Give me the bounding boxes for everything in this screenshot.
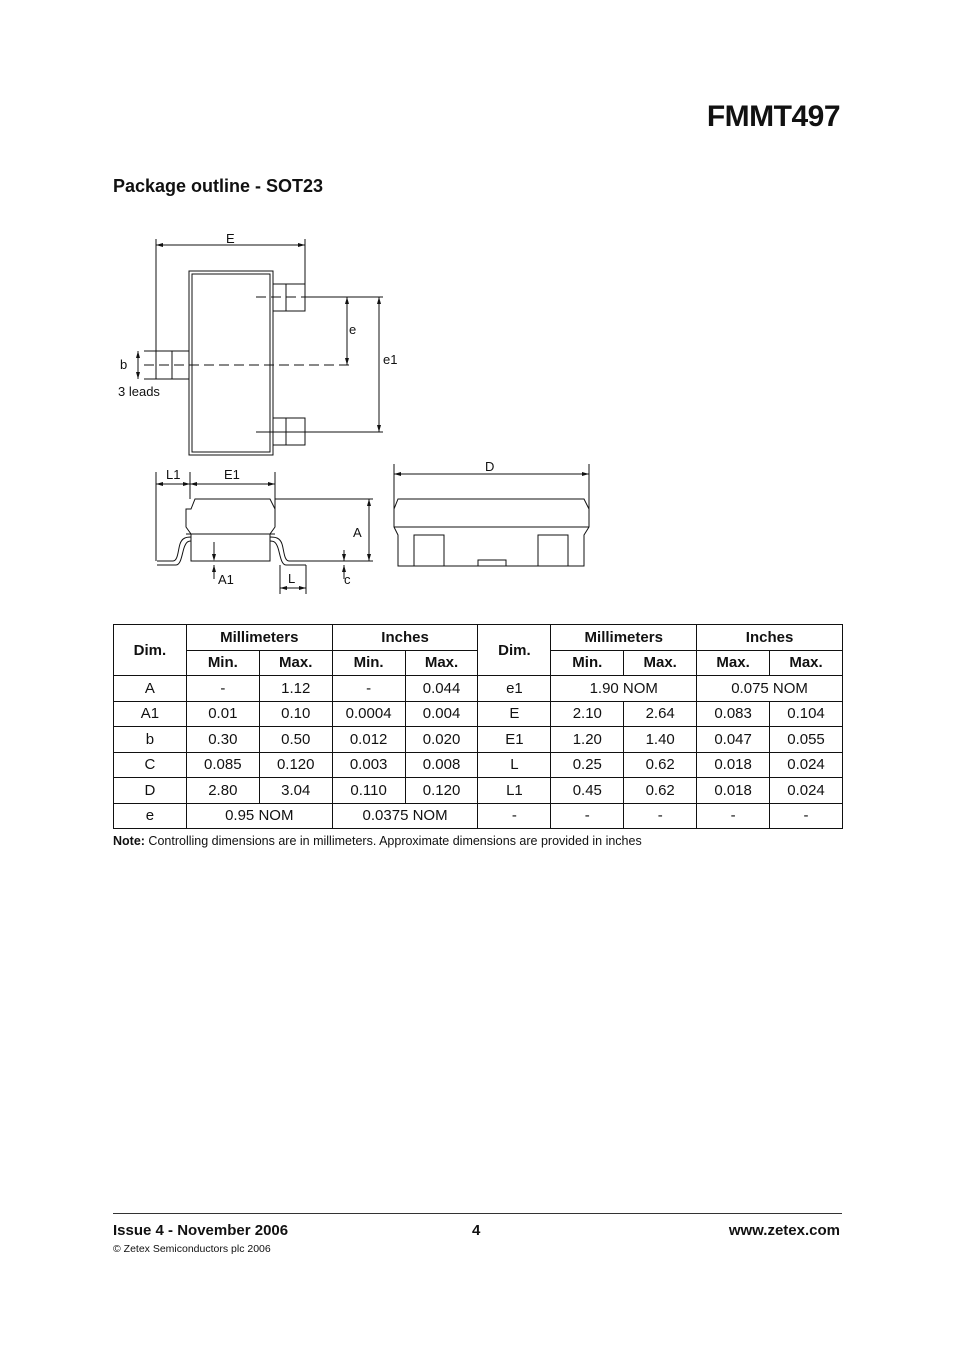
table-row	[114, 803, 843, 829]
table-cell: 3.04	[259, 778, 332, 804]
table-cell: 1.20	[551, 727, 624, 753]
label-L: L	[288, 571, 296, 586]
table-cell: 0.50	[259, 727, 332, 753]
header-inches: Inches	[332, 625, 478, 651]
label-L1: L1	[166, 467, 181, 482]
subheader: Min.	[551, 650, 624, 676]
table-cell: 0.120	[259, 752, 332, 778]
table-cell: 0.25	[551, 752, 624, 778]
table-cell: 0.004	[405, 701, 478, 727]
label-D: D	[485, 459, 495, 474]
table-cell: 0.62	[624, 752, 697, 778]
table-cell: E1	[478, 727, 551, 753]
table-cell: 0.024	[770, 752, 843, 778]
footer-issue: Issue 4 - November 2006	[113, 1222, 289, 1239]
top-view-body-inner	[192, 274, 270, 452]
table-cell: 0.95 NOM	[186, 803, 332, 829]
side-view-body	[394, 499, 589, 566]
table-cell: 0.110	[332, 778, 405, 804]
footer-divider	[113, 1213, 842, 1214]
table-cell: C	[114, 752, 187, 778]
header-dim-2: Dim.	[478, 625, 551, 676]
table-cell: 0.018	[697, 778, 770, 804]
table-cell: e	[114, 803, 187, 829]
header-inches-2: Inches	[697, 625, 843, 651]
table-row	[114, 727, 843, 753]
section-title: Package outline - SOT23	[113, 176, 324, 196]
table-cell: b	[114, 727, 187, 753]
table-cell: A1	[114, 701, 187, 727]
label-E1: E1	[224, 467, 240, 482]
note-label: Note:	[113, 834, 145, 848]
label-A1: A1	[218, 572, 234, 587]
table-row	[114, 701, 843, 727]
table-cell: 1.40	[624, 727, 697, 753]
table-cell: 0.020	[405, 727, 478, 753]
table-cell: A	[114, 676, 187, 702]
table-cell: 0.120	[405, 778, 478, 804]
dimensions-table	[113, 624, 843, 829]
label-A: A	[353, 525, 362, 540]
table-cell: 0.10	[259, 701, 332, 727]
table-cell: 0.30	[186, 727, 259, 753]
label-e: e	[349, 322, 357, 337]
table-cell: 1.90 NOM	[551, 676, 697, 702]
label-c: c	[344, 572, 351, 587]
table-header-row	[114, 625, 843, 651]
table-cell: D	[114, 778, 187, 804]
table-cell: -	[697, 803, 770, 829]
table-cell: 0.62	[624, 778, 697, 804]
table-cell: 0.083	[697, 701, 770, 727]
table-cell: -	[770, 803, 843, 829]
footer-website-link[interactable]: www.zetex.com	[728, 1222, 840, 1239]
label-e1: e1	[383, 352, 398, 367]
subheader: Max.	[259, 650, 332, 676]
table-cell: 1.12	[259, 676, 332, 702]
table-cell: L1	[478, 778, 551, 804]
table-cell: 2.64	[624, 701, 697, 727]
label-E: E	[226, 231, 235, 246]
side-view-lead-1	[414, 535, 444, 566]
table-cell: 0.45	[551, 778, 624, 804]
table-cell: 2.80	[186, 778, 259, 804]
table-cell: 0.104	[770, 701, 843, 727]
table-row	[114, 752, 843, 778]
table-cell: 0.0375 NOM	[332, 803, 478, 829]
header-millimeters: Millimeters	[186, 625, 332, 651]
header-millimeters-2: Millimeters	[551, 625, 697, 651]
table-cell: -	[332, 676, 405, 702]
table-cell: 0.085	[186, 752, 259, 778]
table-cell: 0.012	[332, 727, 405, 753]
subheader: Max.	[697, 650, 770, 676]
table-cell: 0.003	[332, 752, 405, 778]
table-cell: -	[186, 676, 259, 702]
table-cell: 2.10	[551, 701, 624, 727]
subheader: Max.	[405, 650, 478, 676]
table-cell: L	[478, 752, 551, 778]
footer-page-number: 4	[472, 1222, 481, 1239]
side-view-lead-2	[538, 535, 568, 566]
end-view-body	[186, 499, 275, 561]
subheader: Min.	[332, 650, 405, 676]
table-row	[114, 676, 843, 702]
header-dim: Dim.	[114, 625, 187, 676]
footer-copyright: © Zetex Semiconductors plc 2006	[113, 1243, 271, 1255]
table-cell: 0.008	[405, 752, 478, 778]
label-b: b	[120, 357, 128, 372]
label-3-leads: 3 leads	[118, 384, 160, 399]
table-cell: 0.0004	[332, 701, 405, 727]
table-cell: 0.018	[697, 752, 770, 778]
table-cell: 0.075 NOM	[697, 676, 843, 702]
table-cell: 0.047	[697, 727, 770, 753]
side-view-lead-3	[478, 560, 506, 566]
table-cell: e1	[478, 676, 551, 702]
note-text: Controlling dimensions are in millimeters. Approximate dimensions are provided in inches	[144, 834, 642, 848]
table-cell: E	[478, 701, 551, 727]
table-row	[114, 778, 843, 804]
table-cell: -	[551, 803, 624, 829]
subheader: Min.	[186, 650, 259, 676]
table-cell: -	[624, 803, 697, 829]
table-note	[113, 834, 642, 848]
subheader: Max.	[770, 650, 843, 676]
table-cell: -	[478, 803, 551, 829]
part-number: FMMT497	[706, 100, 840, 133]
table-cell: 0.01	[186, 701, 259, 727]
package-outline-drawing	[108, 224, 608, 604]
table-cell: 0.055	[770, 727, 843, 753]
top-view-body-outer	[189, 271, 273, 455]
table-cell: 0.024	[770, 778, 843, 804]
table-cell: 0.044	[405, 676, 478, 702]
subheader: Max.	[624, 650, 697, 676]
